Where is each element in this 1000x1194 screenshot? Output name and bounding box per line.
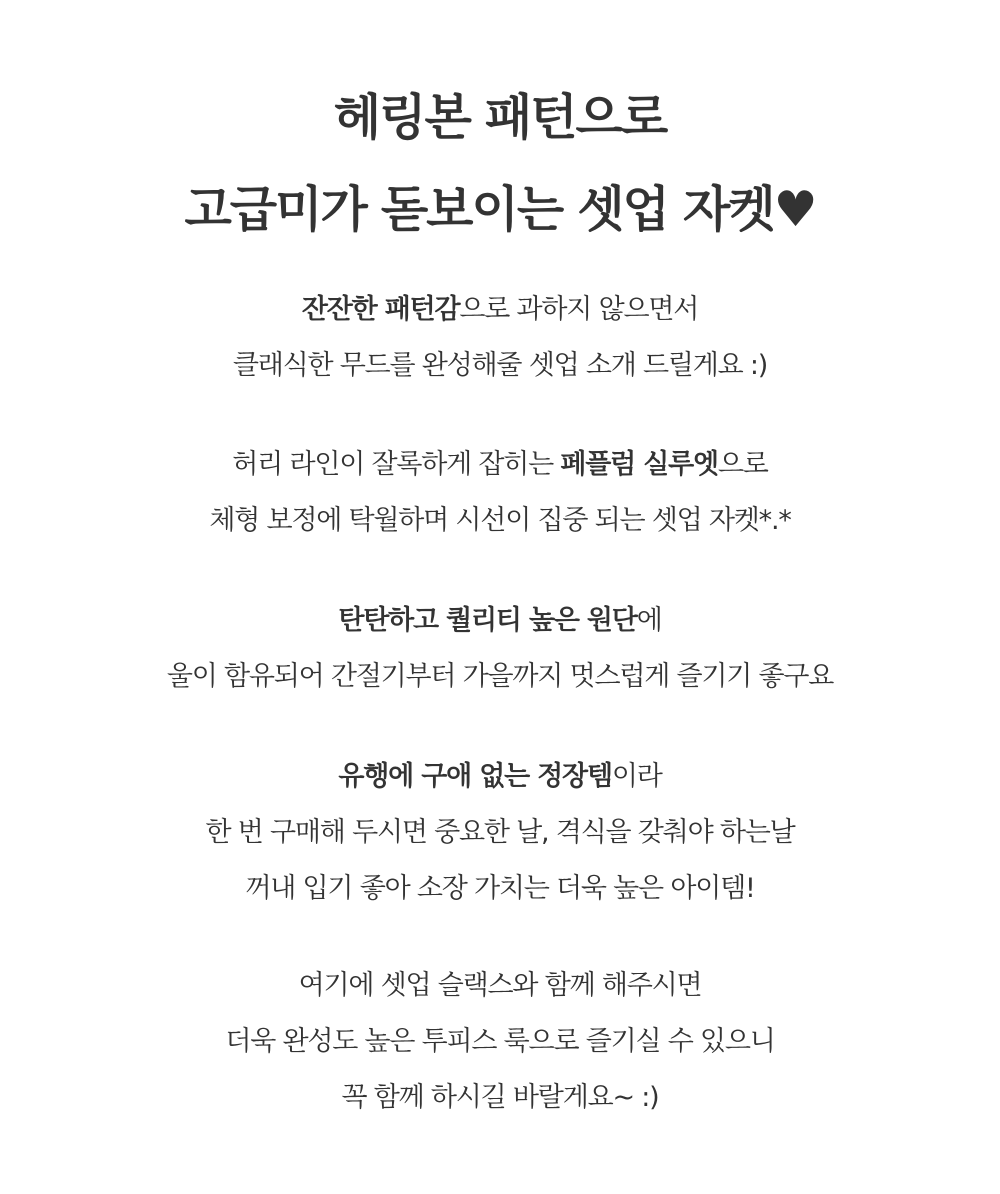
paragraph-line: 꺼내 입기 좋아 소장 가치는 더욱 높은 아이템! (245, 873, 755, 904)
paragraph-line: 여기에 셋업 슬랙스와 함께 해주시면 (298, 970, 702, 1001)
paragraph-silhouette (0, 437, 1000, 549)
headline-line-1: 헤링본 패턴으로 (333, 89, 667, 146)
paragraph-line: 클래식한 무드를 완성해줄 셋업 소개 드릴게요 :) (232, 350, 768, 381)
bold-phrase: 탄탄하고 퀄리티 높은 원단 (338, 605, 637, 636)
paragraph-line (0, 749, 1000, 805)
headline (0, 72, 1000, 256)
paragraph-line (0, 437, 1000, 493)
paragraph-line (0, 593, 1000, 649)
text-span: 에 (636, 605, 662, 636)
text-span: 허리 라인이 잘록하게 잡히는 (232, 449, 561, 480)
paragraph-line: 더욱 완성도 높은 투피스 룩으로 즐기실 수 있으니 (225, 1026, 775, 1057)
paragraph-fabric (0, 593, 1000, 705)
bold-phrase: 페플럼 실루엣 (560, 449, 718, 480)
text-span: 으로 과하지 않으면서 (459, 294, 699, 325)
paragraph-styling (0, 958, 1000, 1126)
bold-phrase: 유행에 구애 없는 정장템 (338, 761, 612, 792)
paragraph-line: 체형 보정에 탁월하며 시선이 집중 되는 셋업 자켓*.* (209, 505, 791, 536)
paragraph-line: 꼭 함께 하시길 바랄게요~ :) (341, 1082, 659, 1113)
paragraph-timeless (0, 749, 1000, 917)
headline-line-2: 고급미가 돋보이는 셋업 자켓♥ (184, 181, 816, 238)
text-span: 으로 (717, 449, 768, 480)
paragraph-pattern (0, 282, 1000, 394)
paragraph-line (0, 282, 1000, 338)
paragraph-line: 한 번 구매해 두시면 중요한 날, 격식을 갖춰야 하는날 (205, 817, 795, 848)
text-span: 이라 (611, 761, 662, 792)
paragraph-line: 울이 함유되어 간절기부터 가을까지 멋스럽게 즐기기 좋구요 (166, 661, 834, 692)
bold-phrase: 잔잔한 패턴감 (301, 294, 460, 325)
